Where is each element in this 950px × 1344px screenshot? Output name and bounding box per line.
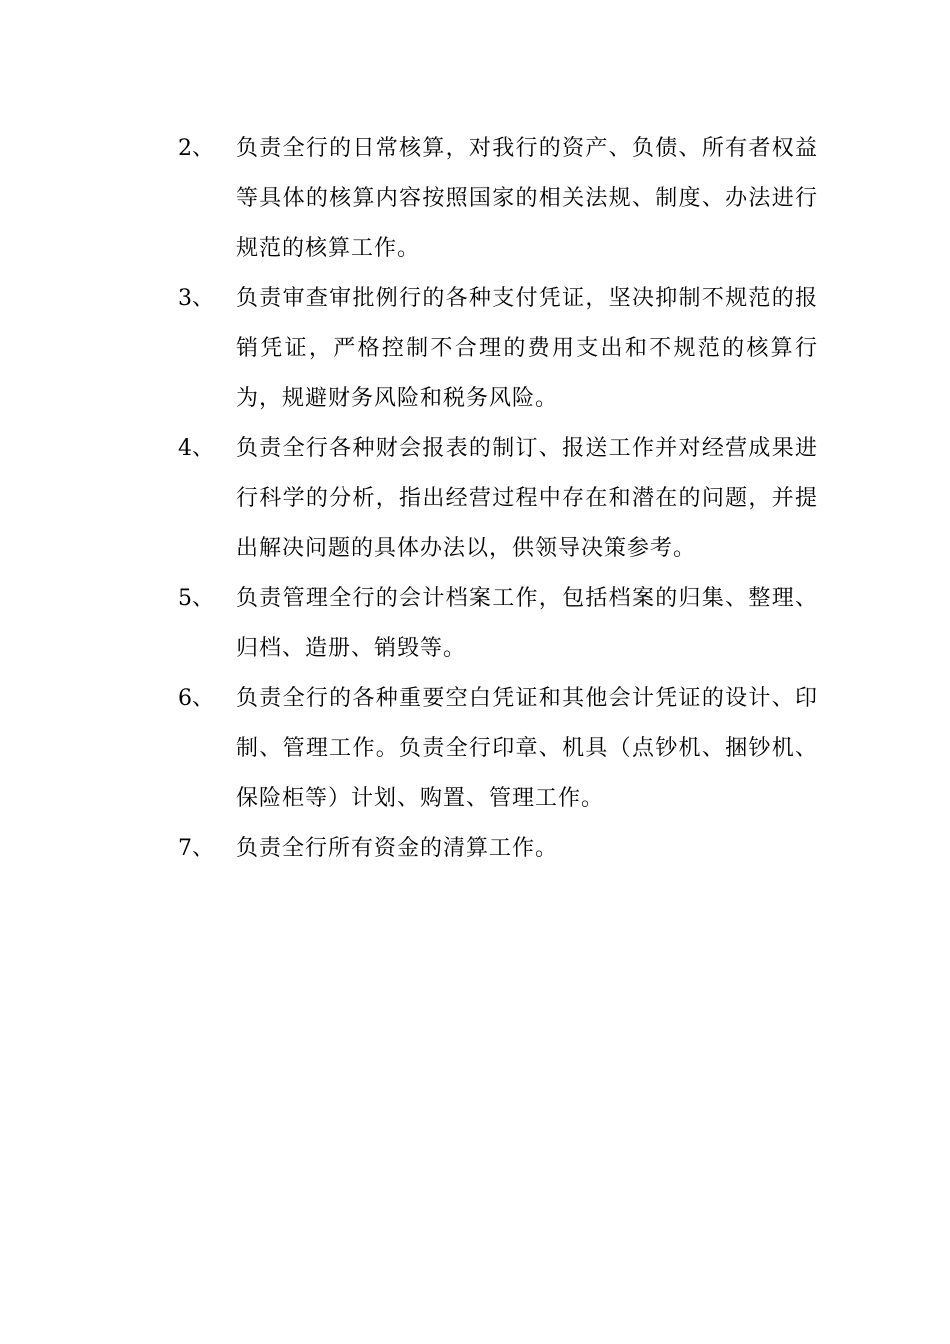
list-item <box>178 824 818 874</box>
item-text: 负责全行的各种重要空白凭证和其他会计凭证的设计、印制、管理工作。负责全行印章、机具（点钞机、捆钞机、保险柜等）计划、购置、管理工作。 <box>236 686 818 811</box>
item-number: 2、 <box>178 136 214 161</box>
item-text: 负责全行所有资金的清算工作。 <box>236 836 559 861</box>
item-number: 6、 <box>178 686 214 711</box>
item-text: 负责审查审批例行的各种支付凭证，坚决抑制不规范的报销凭证，严格控制不合理的费用支出和不规范的核算行为，规避财务风险和税务风险。 <box>236 286 818 411</box>
list-item <box>178 424 818 574</box>
item-number: 5、 <box>178 586 214 611</box>
item-text: 负责管理全行的会计档案工作，包括档案的归集、整理、归档、造册、销毁等。 <box>236 586 818 661</box>
item-text: 负责全行各种财会报表的制订、报送工作并对经营成果进行科学的分析，指出经营过程中存在和潜在的问题，并提出解决问题的具体办法以，供领导决策参考。 <box>236 436 818 561</box>
duty-list <box>178 124 818 874</box>
item-number: 4、 <box>178 436 214 461</box>
list-item <box>178 574 818 674</box>
item-number: 3、 <box>178 286 214 311</box>
list-item <box>178 124 818 274</box>
item-text: 负责全行的日常核算，对我行的资产、负债、所有者权益等具体的核算内容按照国家的相关法规、制度、办法进行规范的核算工作。 <box>236 136 818 261</box>
list-item <box>178 274 818 424</box>
item-number: 7、 <box>178 836 214 861</box>
list-item <box>178 674 818 824</box>
